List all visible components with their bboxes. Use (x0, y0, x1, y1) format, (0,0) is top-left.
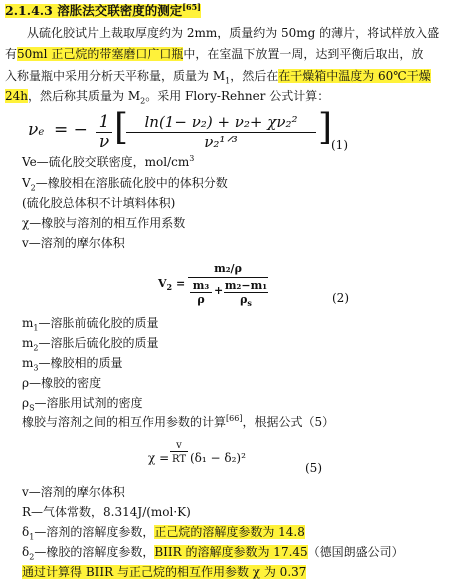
text: ，然后在 (230, 69, 279, 83)
def-symbol: v (22, 236, 29, 250)
def-v (22, 236, 125, 250)
eq2-b1-num: m₃ (190, 279, 212, 293)
paragraph-line-1: 从硫化胶试片上裁取厚度约为 2mm，质量约为 50mg 的薄片，将试样放入盛 (27, 26, 440, 40)
def-symbol: V (22, 176, 31, 190)
def-symbol: δ (22, 545, 30, 559)
eq5-frac-num: v (170, 440, 188, 452)
eq1-equals: = − (54, 120, 88, 140)
def-gas-constant: R—气体常数，8.314J/(mol·K) (22, 505, 191, 519)
text: ，根据公式（5） (242, 415, 335, 429)
eq2-main-bar (188, 277, 268, 278)
text: 。采用 Flory-Rehner 公式计算： (145, 89, 330, 103)
eq2-b1-den: ρ (197, 293, 205, 306)
subscript: 1 (225, 76, 231, 86)
eq2-top: m₂/ρ (214, 262, 242, 275)
highlight-biir-param: BIIR 的溶解度参数为 17.45 (154, 545, 308, 559)
eq2-b2-den-sub: s (247, 298, 252, 309)
def-tail: （德国朗盛公司） (307, 545, 404, 559)
def-m3 (22, 356, 123, 373)
def-m2 (22, 336, 159, 353)
def-text: —橡胶与溶剂的相互作用系数 (29, 216, 186, 230)
paragraph-line-4 (5, 89, 330, 106)
def-text: —橡胶相在溶胀硫化胶中的体积分数 (35, 176, 228, 190)
def-sub: 2 (30, 183, 36, 193)
def-sub: 2 (29, 552, 35, 562)
eq1-bracket-den: ν₂¹ᐟ³ (204, 133, 238, 151)
def-solvent-volume: v—溶剂的摩尔体积 (22, 485, 125, 499)
paragraph-interaction (22, 415, 334, 429)
eq1-coef-num: 1 (96, 112, 112, 133)
citation: [66] (226, 414, 243, 423)
eq1-number: (1) (331, 138, 348, 152)
eq1-right-bracket: ] (318, 107, 333, 148)
def-symbol: Ve (22, 155, 37, 169)
def-note: (硫化胶总体积不计填料体积) (22, 196, 176, 210)
def-chi (22, 216, 185, 230)
eq2-b2-den (224, 293, 268, 309)
eq5-lhs: χ = (148, 451, 170, 465)
def-sub: 3 (33, 363, 39, 373)
eq1-bracket-num: ln(1− ν₂) + ν₂+ χν₂² (126, 112, 316, 133)
def-text: —溶胀后硫化胶的质量 (38, 336, 159, 350)
section-title: 溶胀法交联密度的测定 (57, 3, 183, 18)
def-sub: 1 (29, 532, 35, 542)
eq5-number: (5) (305, 461, 322, 475)
highlight-interaction-result: 通过计算得 BIIR 与正己烷的相互作用参数 χ 为 0.37 (22, 565, 307, 579)
subscript: 2 (140, 96, 146, 106)
def-rho (22, 376, 101, 390)
def-text: —溶剂的溶解度参数， (34, 525, 155, 539)
def-sub: S (29, 403, 35, 413)
def-delta-2 (22, 545, 404, 562)
def-symbol: δ (22, 525, 30, 539)
text: ，然后称其质量为 M (28, 89, 141, 103)
eq5-frac-den: RT (171, 454, 187, 465)
text: 入称量瓶中采用分析天平称量，质量为 M (5, 69, 226, 83)
def-symbol: m (22, 356, 34, 370)
def-delta-1 (22, 525, 305, 542)
def-symbol: m (22, 316, 34, 330)
section-number: 2.1.4.3 (5, 3, 53, 18)
def-text: —硫化胶交联密度，mol/cm (36, 155, 190, 169)
eq2-lhs-symbol: V (158, 277, 167, 290)
def-ve (22, 155, 194, 169)
highlight-solvent: 50ml 正己烷的带塞磨口广口瓶 (17, 47, 184, 61)
eq2-b2-den-symbol: ρ (240, 293, 248, 306)
paragraph-line-2 (5, 47, 423, 61)
def-rho-s (22, 396, 143, 413)
equation-2 (158, 260, 298, 310)
eq1-lhs-sub: e (38, 127, 45, 138)
highlight-hexane-param: 正己烷的溶解度参数为 14.8 (154, 525, 305, 539)
def-text: —橡胶的密度 (29, 376, 102, 390)
eq2-b2-num: m₂−m₁ (224, 279, 268, 292)
def-text: —溶剂的摩尔体积 (28, 236, 125, 250)
text: 中，在室温下放置一周，达到平衡后取出，放 (183, 47, 424, 61)
section-heading (5, 1, 201, 18)
def-sup: 3 (189, 154, 195, 163)
eq1-coef-den: ν (98, 132, 110, 152)
eq1-lhs (28, 120, 44, 143)
eq2-lhs-sub: 2 (166, 282, 173, 293)
def-symbol: ρ (22, 376, 30, 390)
def-text: —溶胀用试剂的密度 (34, 396, 143, 410)
eq5-rest: (δ₁ − δ₂)² (190, 451, 246, 465)
eq2-plus: + (214, 284, 224, 297)
def-text: —橡胶相的质量 (38, 356, 123, 370)
def-v2 (22, 176, 228, 193)
def-sub: 2 (33, 343, 39, 353)
eq1-lhs-symbol: ν (28, 120, 39, 140)
eq2-lhs: $V_2$ = (158, 277, 186, 293)
def-symbol: ρ (22, 396, 30, 410)
highlight-time: 24h (5, 89, 28, 103)
def-symbol: χ (22, 216, 30, 230)
equation-5 (148, 440, 288, 480)
def-sub: 1 (33, 323, 39, 333)
def-m1 (22, 316, 159, 333)
eq1-left-bracket: [ (114, 107, 129, 148)
def-symbol: m (22, 336, 34, 350)
paragraph-line-3 (5, 69, 431, 86)
eq2-number: (2) (332, 291, 349, 305)
text: 有 (5, 47, 18, 61)
def-text: —橡胶的溶解度参数， (34, 545, 155, 559)
section-ref: [65] (182, 1, 201, 12)
def-text: —溶胀前硫化胶的质量 (38, 316, 159, 330)
highlight-drying: 在干燥箱中温度为 60℃干燥 (278, 69, 431, 83)
text: 橡胶与溶剂之间的相互作用参数的计算 (22, 415, 227, 429)
